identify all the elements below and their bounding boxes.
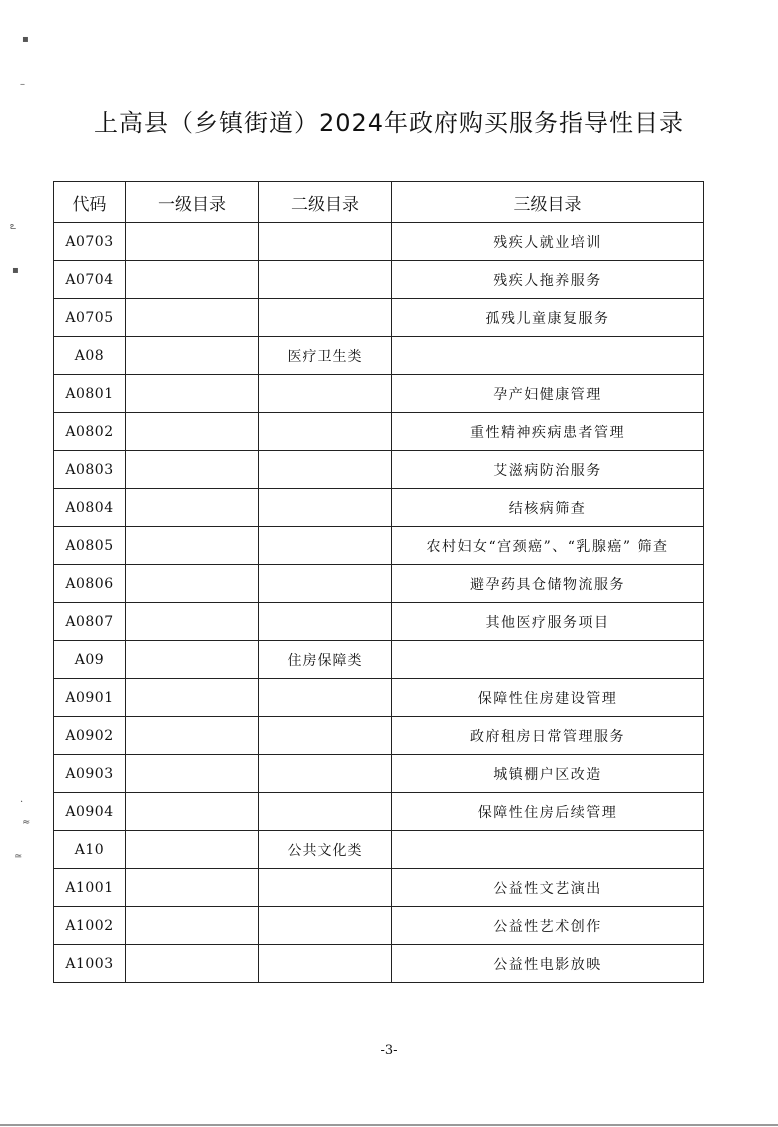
cell-level1 [126, 755, 259, 793]
table-row [54, 337, 704, 375]
cell-level3: 政府租房日常管理服务 [392, 717, 704, 755]
cell-level3: 残疾人就业培训 [392, 223, 704, 261]
cell-level1 [126, 869, 259, 907]
cell-level3: 城镇棚户区改造 [392, 755, 704, 793]
cell-level1 [126, 413, 259, 451]
cell-level2: 住房保障类 [259, 641, 392, 679]
cell-level1 [126, 299, 259, 337]
table-row [54, 527, 704, 565]
cell-level2 [259, 413, 392, 451]
cell-level2 [259, 565, 392, 603]
cell-level3: 保障性住房后续管理 [392, 793, 704, 831]
cell-level3: 农村妇女“宫颈癌”、“乳腺癌” 筛查 [392, 527, 704, 565]
cell-level3 [392, 831, 704, 869]
cell-level3: 其他医疗服务项目 [392, 603, 704, 641]
table-row [54, 299, 704, 337]
cell-level3: 孕产妇健康管理 [392, 375, 704, 413]
cell-code: A0903 [54, 755, 126, 793]
cell-level2 [259, 793, 392, 831]
cell-code: A0801 [54, 375, 126, 413]
cell-level1 [126, 641, 259, 679]
cell-code: A08 [54, 337, 126, 375]
cell-level2 [259, 755, 392, 793]
table-row [54, 603, 704, 641]
cell-code: A0807 [54, 603, 126, 641]
cell-level3: 残疾人拖养服务 [392, 261, 704, 299]
cell-code: A1003 [54, 945, 126, 983]
cell-code: A10 [54, 831, 126, 869]
table-row [54, 831, 704, 869]
table-row [54, 489, 704, 527]
cell-level1 [126, 945, 259, 983]
table-row [54, 565, 704, 603]
table-row [54, 793, 704, 831]
table-body [54, 223, 704, 983]
cell-code: A1001 [54, 869, 126, 907]
scan-speck: ≃ [14, 851, 23, 862]
cell-level2 [259, 527, 392, 565]
cell-code: A0704 [54, 261, 126, 299]
cell-level1 [126, 451, 259, 489]
page-title: 上高县（乡镇街道）2024年政府购买服务指导性目录 [93, 109, 685, 137]
cell-code: A0806 [54, 565, 126, 603]
cell-code: A0804 [54, 489, 126, 527]
scan-speck: ≈ [22, 817, 31, 828]
cell-level2 [259, 375, 392, 413]
cell-level2 [259, 261, 392, 299]
cell-level3: 避孕药具仓储物流服务 [392, 565, 704, 603]
table-row [54, 451, 704, 489]
cell-level1 [126, 907, 259, 945]
cell-level1 [126, 603, 259, 641]
cell-level2 [259, 907, 392, 945]
table-row [54, 869, 704, 907]
cell-level1 [126, 337, 259, 375]
cell-level3: 公益性电影放映 [392, 945, 704, 983]
cell-code: A0902 [54, 717, 126, 755]
table-row [54, 755, 704, 793]
scan-speck: – [20, 79, 25, 90]
catalog-table [53, 181, 704, 983]
cell-level1 [126, 489, 259, 527]
cell-level2 [259, 679, 392, 717]
cell-code: A0803 [54, 451, 126, 489]
table-row [54, 717, 704, 755]
cell-code: A0904 [54, 793, 126, 831]
cell-level3: 孤残儿童康复服务 [392, 299, 704, 337]
cell-level2 [259, 299, 392, 337]
cell-code: A0802 [54, 413, 126, 451]
cell-level1 [126, 565, 259, 603]
cell-level1 [126, 793, 259, 831]
header-code: 代码 [54, 182, 126, 223]
cell-level1 [126, 375, 259, 413]
cell-level1 [126, 831, 259, 869]
cell-code: A1002 [54, 907, 126, 945]
cell-level2: 医疗卫生类 [259, 337, 392, 375]
scan-speck: ▪ [12, 265, 19, 276]
cell-level2 [259, 945, 392, 983]
cell-level2 [259, 451, 392, 489]
table-row [54, 679, 704, 717]
cell-level3 [392, 641, 704, 679]
cell-level2 [259, 869, 392, 907]
cell-code: A0805 [54, 527, 126, 565]
cell-level2 [259, 717, 392, 755]
header-level1: 一级目录 [126, 182, 259, 223]
header-level2: 二级目录 [259, 182, 392, 223]
cell-code: A09 [54, 641, 126, 679]
cell-level1 [126, 527, 259, 565]
cell-level2 [259, 603, 392, 641]
cell-level3: 结核病筛查 [392, 489, 704, 527]
cell-code: A0705 [54, 299, 126, 337]
scan-bottom-edge [0, 1124, 778, 1126]
cell-code: A0703 [54, 223, 126, 261]
cell-level3: 保障性住房建设管理 [392, 679, 704, 717]
cell-level2: 公共文化类 [259, 831, 392, 869]
header-level3: 三级目录 [392, 182, 704, 223]
cell-level3: 公益性文艺演出 [392, 869, 704, 907]
page-number: -3- [380, 1043, 398, 1058]
scan-speck: ఽ [10, 221, 16, 232]
table-row [54, 641, 704, 679]
scan-speck: · [20, 797, 24, 808]
scan-speck: ▪ [22, 34, 29, 45]
table-row [54, 375, 704, 413]
table-row [54, 223, 704, 261]
table-row [54, 413, 704, 451]
cell-level3 [392, 337, 704, 375]
cell-level2 [259, 223, 392, 261]
cell-level2 [259, 489, 392, 527]
cell-level1 [126, 679, 259, 717]
cell-code: A0901 [54, 679, 126, 717]
cell-level1 [126, 717, 259, 755]
cell-level1 [126, 261, 259, 299]
cell-level3: 艾滋病防治服务 [392, 451, 704, 489]
table-row [54, 945, 704, 983]
cell-level3: 公益性艺术创作 [392, 907, 704, 945]
cell-level3: 重性精神疾病患者管理 [392, 413, 704, 451]
table-header-row [54, 182, 704, 223]
cell-level1 [126, 223, 259, 261]
table-row [54, 261, 704, 299]
table-row [54, 907, 704, 945]
